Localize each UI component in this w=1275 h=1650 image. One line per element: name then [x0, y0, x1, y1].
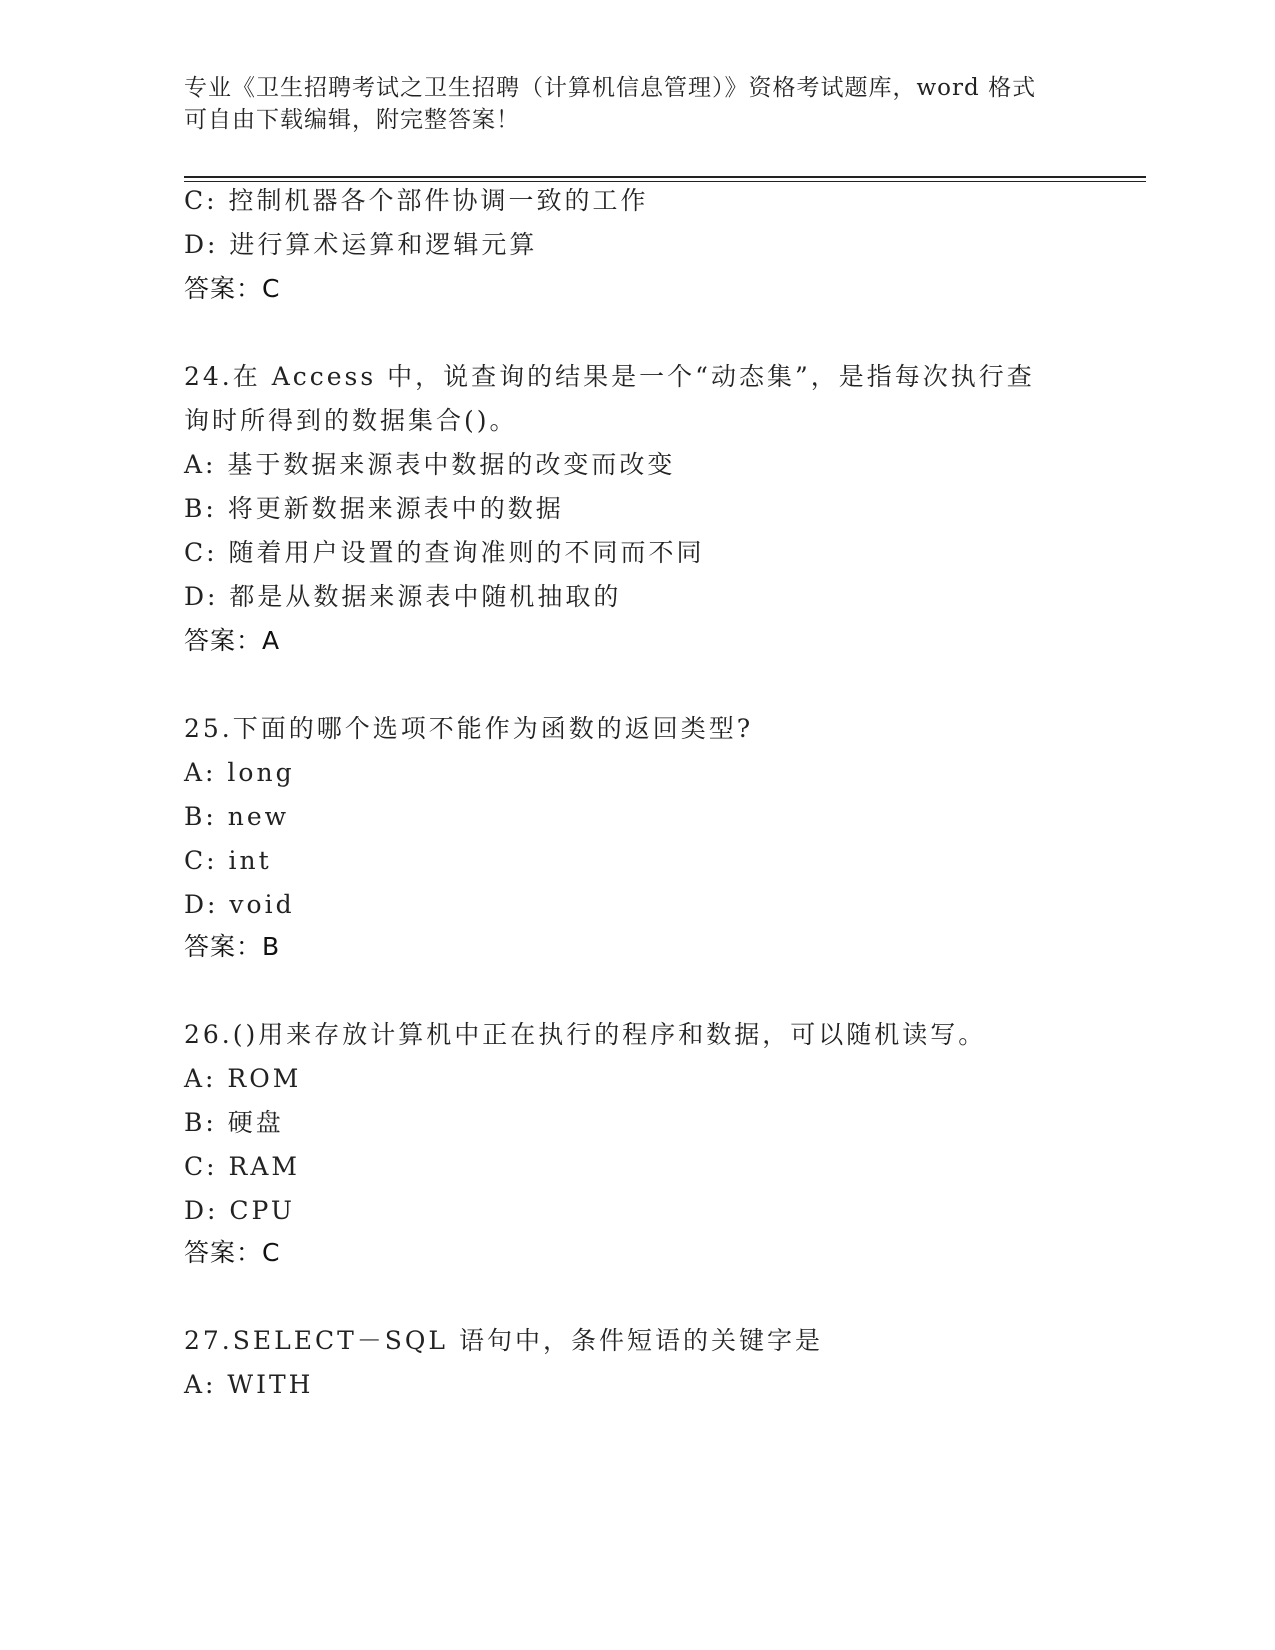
- header-line-2: 可自由下载编辑，附完整答案！: [184, 107, 520, 133]
- q24-answer: 答案：A: [184, 626, 281, 655]
- q24-stem-line-1: 24.在 Access 中，说查询的结果是一个“动态集”，是指每次执行查: [184, 362, 1035, 391]
- q27-stem: 27.SELECT－SQL 语句中，条件短语的关键字是: [184, 1326, 823, 1355]
- q27-option-a: A: WITH: [184, 1370, 314, 1399]
- q25-option-a: A: long: [184, 758, 295, 787]
- q24-option-c: C: 随着用户设置的查询准则的不同而不同: [184, 538, 705, 567]
- header-line-1: 专业《卫生招聘考试之卫生招聘（计算机信息管理）》资格考试题库，word 格式: [184, 75, 1037, 101]
- document-header: [184, 72, 1064, 136]
- q24-option-a: A: 基于数据来源表中数据的改变而改变: [184, 450, 676, 479]
- header-divider-thick: [184, 176, 1146, 178]
- q25-option-d: D: void: [184, 890, 295, 919]
- q24-option-b: B: 将更新数据来源表中的数据: [184, 494, 564, 523]
- q24-stem-line-2: 询时所得到的数据集合()。: [184, 406, 518, 435]
- q25-option-b: B: new: [184, 802, 290, 831]
- prev-option-d: D: 进行算术运算和逻辑元算: [184, 230, 538, 259]
- q25-option-c: C: int: [184, 846, 272, 875]
- q25-stem: 25.下面的哪个选项不能作为函数的返回类型?: [184, 714, 754, 743]
- q24-option-d: D: 都是从数据来源表中随机抽取的: [184, 582, 622, 611]
- q26-option-b: B: 硬盘: [184, 1108, 284, 1137]
- q26-option-d: D: CPU: [184, 1196, 295, 1225]
- header-divider-thin: [184, 181, 1146, 182]
- prev-option-c: C: 控制机器各个部件协调一致的工作: [184, 186, 649, 215]
- q26-option-a: A: ROM: [184, 1064, 302, 1093]
- q26-answer: 答案：C: [184, 1238, 281, 1267]
- q26-option-c: C: RAM: [184, 1152, 300, 1181]
- prev-answer: 答案：C: [184, 274, 281, 303]
- q26-stem: 26.()用来存放计算机中正在执行的程序和数据，可以随机读写。: [184, 1020, 987, 1049]
- q25-answer: 答案：B: [184, 932, 281, 961]
